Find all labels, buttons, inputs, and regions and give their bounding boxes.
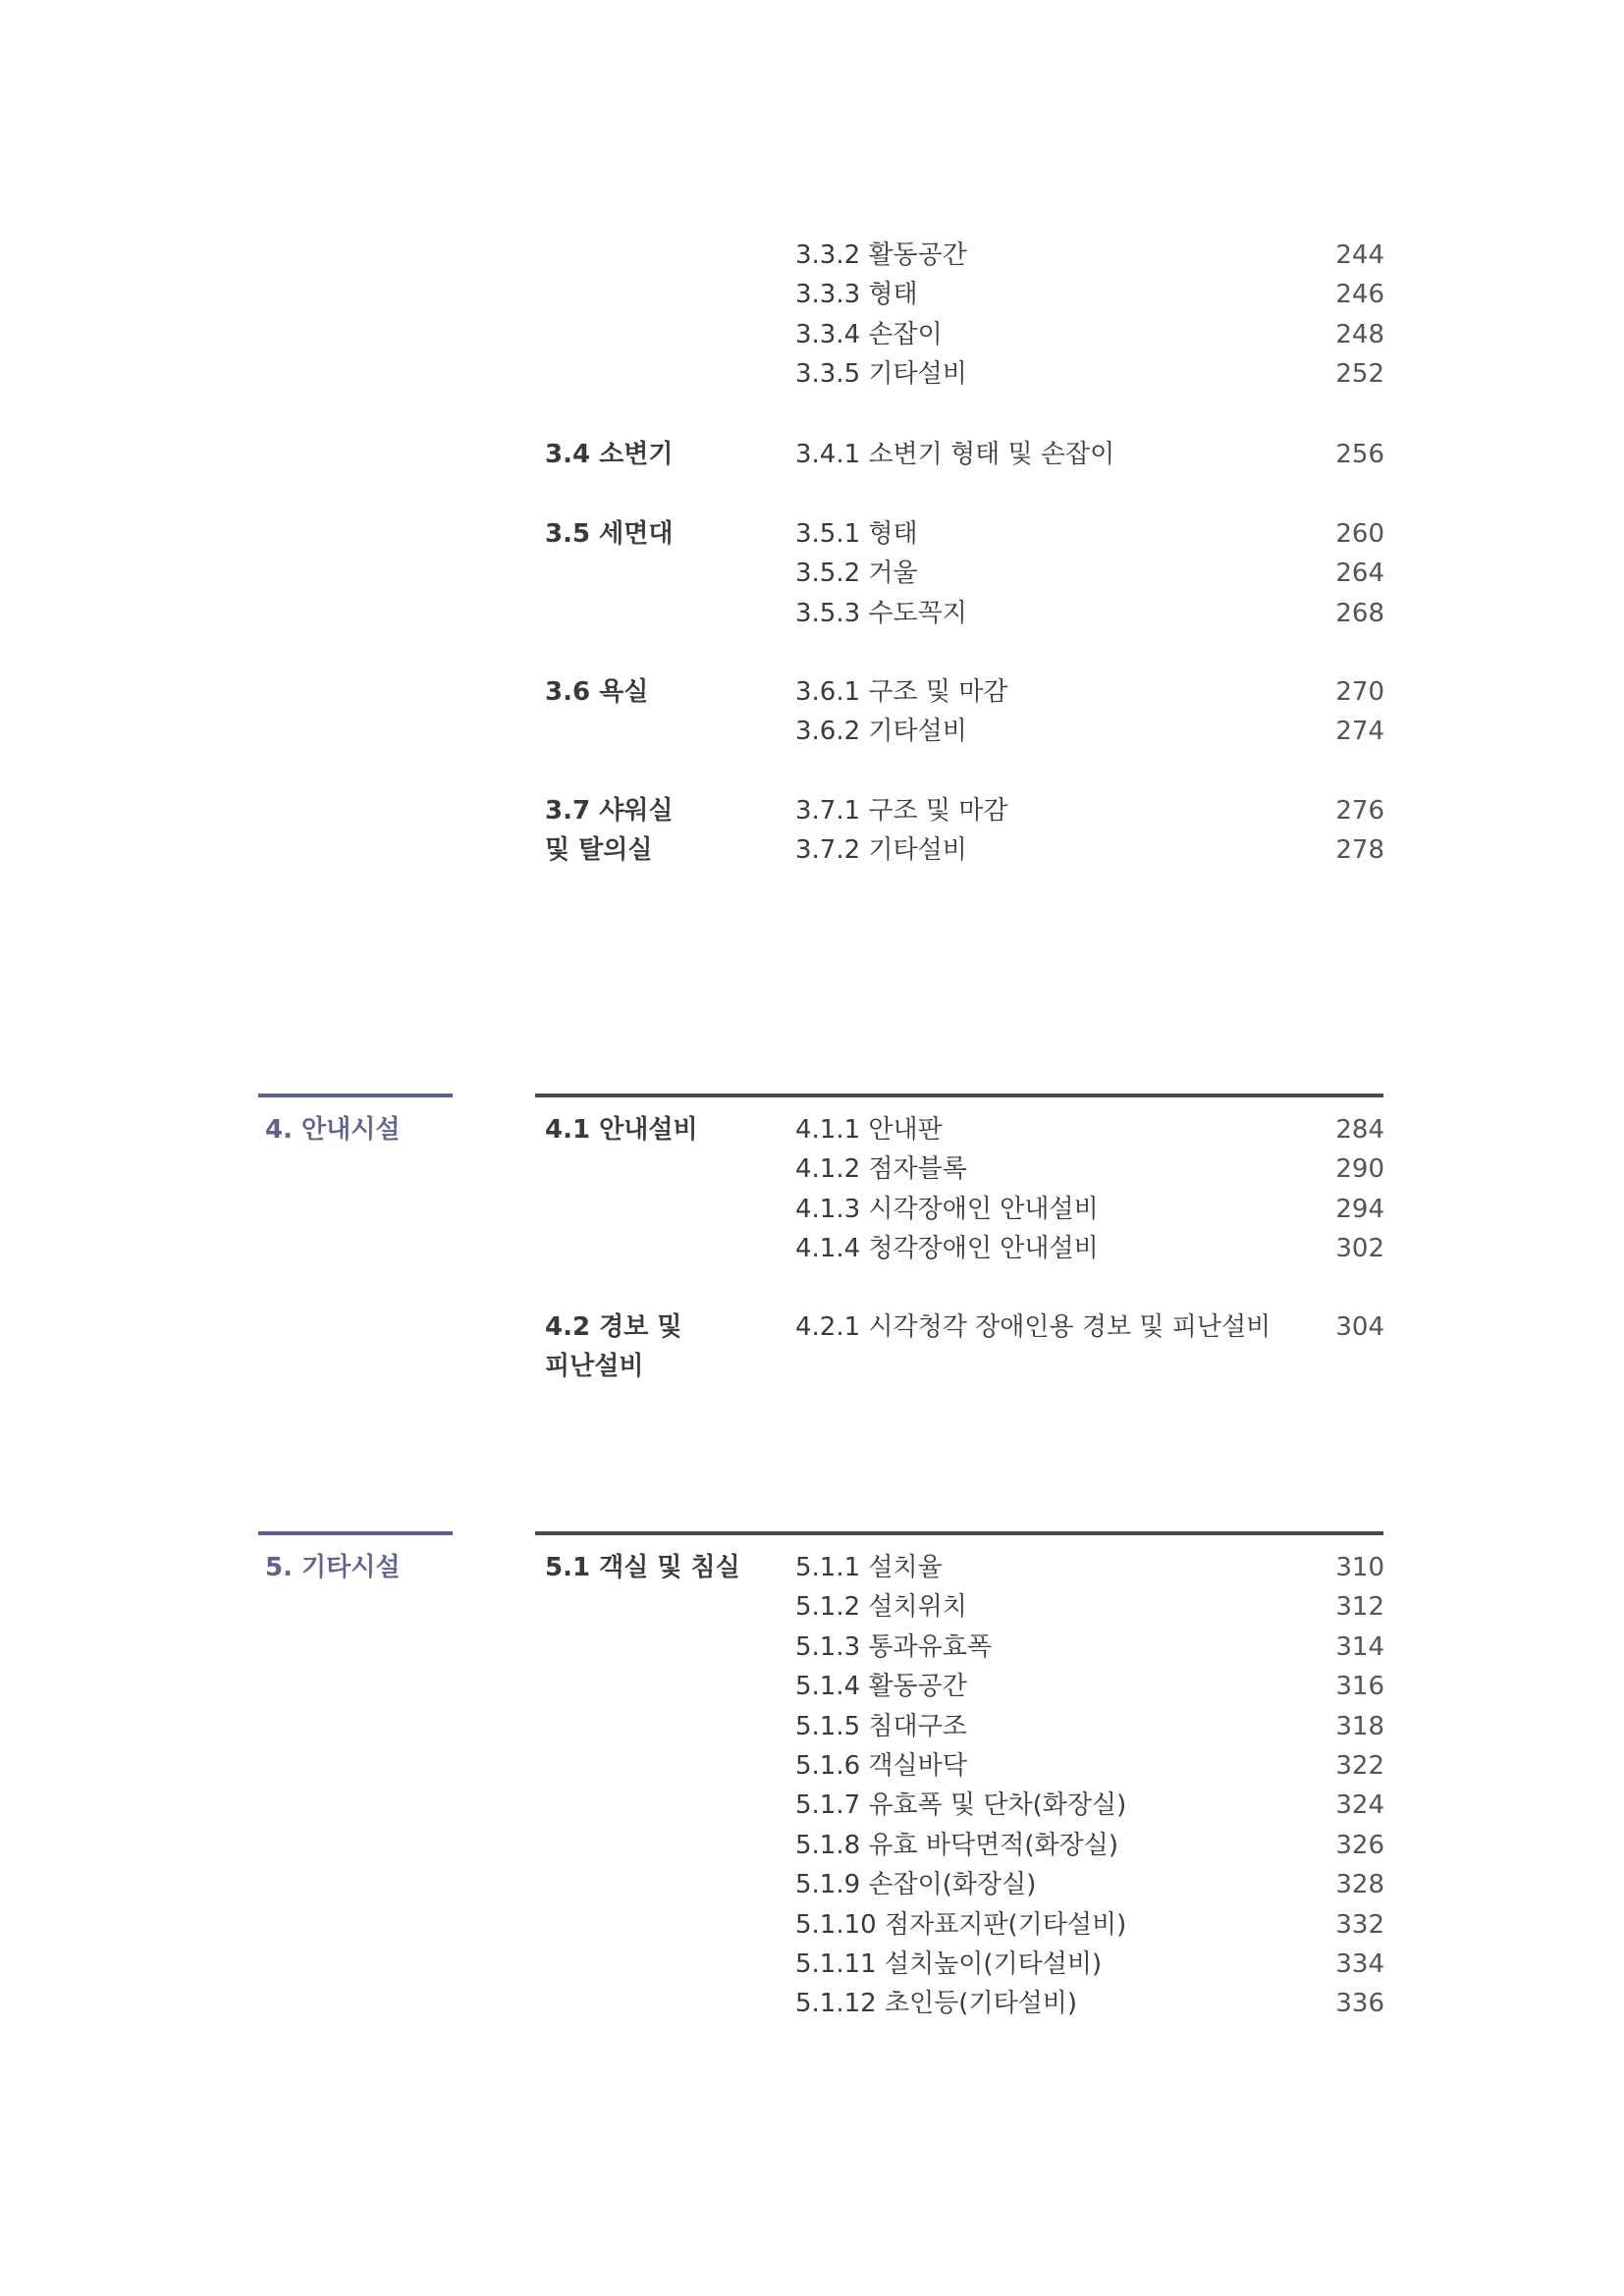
- toc-entry[interactable]: [795, 1826, 1384, 1865]
- section-title-line: 피난설비: [545, 1352, 644, 1381]
- toc-entry-page: 246: [1335, 280, 1384, 310]
- toc-entry-label: 3.3.2 활동공간: [795, 240, 967, 270]
- toc-entry-page: 274: [1335, 717, 1384, 747]
- toc-entry[interactable]: [795, 1149, 1384, 1189]
- section-title-line: 4.2 경보 및: [545, 1312, 682, 1342]
- toc-entry-page: 304: [1335, 1312, 1384, 1342]
- toc-entry[interactable]: [795, 275, 1384, 314]
- toc-entry-page: 334: [1335, 1949, 1384, 1979]
- toc-entry-page: 328: [1335, 1870, 1384, 1900]
- toc-entry-label: 3.3.3 형태: [795, 280, 918, 310]
- toc-entry-page: 276: [1335, 796, 1384, 826]
- toc-entry[interactable]: [795, 1229, 1384, 1268]
- section-title-line: 및 탈의실: [545, 835, 653, 865]
- toc-entry-page: 336: [1335, 1989, 1384, 2019]
- toc-entry[interactable]: [795, 1905, 1384, 1945]
- toc-entry[interactable]: [795, 1865, 1384, 1904]
- chapter-divider: [258, 1094, 453, 1097]
- toc-entry-page: 318: [1335, 1711, 1384, 1741]
- toc-items: [795, 791, 1384, 871]
- section-title[interactable]: [545, 791, 781, 870]
- toc-entry-page: 248: [1335, 319, 1384, 349]
- toc-entry-page: 324: [1335, 1790, 1384, 1821]
- toc-entry-label: 3.6.2 기타설비: [795, 717, 967, 747]
- toc-entry[interactable]: [795, 1707, 1384, 1746]
- toc-entry[interactable]: [795, 712, 1384, 751]
- toc-entry[interactable]: [795, 1308, 1384, 1347]
- toc-entry[interactable]: [795, 1110, 1384, 1149]
- section-title-line: 3.7 샤워실: [545, 796, 674, 826]
- toc-entry-label: 5.1.4 활동공간: [795, 1672, 967, 1702]
- section-divider: [535, 1531, 1383, 1535]
- toc-entry-label: 3.5.1 형태: [795, 519, 918, 549]
- toc-items: [795, 672, 1384, 752]
- toc-entry-label: 3.7.1 구조 및 마감: [795, 796, 1008, 826]
- toc-entry-label: 4.2.1 시각청각 장애인용 경보 및 피난설비: [795, 1312, 1272, 1342]
- chapter-title[interactable]: 5. 기타시설: [265, 1553, 401, 1582]
- toc-entry-label: 4.1.3 시각장애인 안내설비: [795, 1194, 1099, 1224]
- toc-entry[interactable]: [795, 1945, 1384, 1984]
- toc-entry-page: 278: [1335, 835, 1384, 866]
- toc-entry-page: 270: [1335, 677, 1384, 707]
- toc-items: [795, 1548, 1384, 2024]
- toc-entry-label: 4.1.2 점자블록: [795, 1154, 967, 1185]
- section-title[interactable]: 5.1 객실 및 침실: [545, 1553, 740, 1582]
- toc-entry[interactable]: [795, 354, 1384, 394]
- toc-entry[interactable]: [795, 435, 1384, 474]
- toc-entry-page: 332: [1335, 1909, 1384, 1940]
- toc-entry-label: 3.5.3 수도꼭지: [795, 598, 967, 628]
- toc-entry-label: 4.1.1 안내판: [795, 1115, 943, 1145]
- toc-entry[interactable]: [795, 791, 1384, 830]
- toc-entry-page: 310: [1335, 1553, 1384, 1582]
- toc-entry-label: 5.1.6 객실바닥: [795, 1750, 967, 1781]
- toc-entry-page: 260: [1335, 519, 1384, 549]
- section-title[interactable]: 4.1 안내설비: [545, 1115, 698, 1145]
- toc-entry-label: 5.1.7 유효폭 및 단차(화장실): [795, 1790, 1127, 1821]
- toc-entry[interactable]: [795, 1746, 1384, 1786]
- toc-entry-label: 3.3.5 기타설비: [795, 359, 967, 390]
- toc-entry-page: 290: [1335, 1154, 1384, 1185]
- toc-entry-label: 5.1.8 유효 바닥면적(화장실): [795, 1830, 1119, 1860]
- toc-entry[interactable]: [795, 1628, 1384, 1667]
- toc-entry-page: 314: [1335, 1631, 1384, 1662]
- toc-entry[interactable]: [795, 594, 1384, 633]
- toc-entry[interactable]: [795, 1667, 1384, 1706]
- toc-entry[interactable]: [795, 1548, 1384, 1587]
- toc-entry-label: 5.1.11 설치높이(기타설비): [795, 1949, 1103, 1979]
- toc-items: [795, 514, 1384, 633]
- toc-items: [795, 435, 1384, 474]
- section-title[interactable]: 3.5 세면대: [545, 519, 674, 549]
- toc-entry[interactable]: [795, 830, 1384, 870]
- toc-entry-label: 5.1.3 통과유효폭: [795, 1631, 993, 1662]
- toc-entry[interactable]: [795, 1984, 1384, 2023]
- toc-entry-label: 3.5.2 거울: [795, 559, 918, 589]
- toc-entry-page: 268: [1335, 598, 1384, 628]
- toc-entry-page: 252: [1335, 359, 1384, 390]
- toc-entry-label: 5.1.9 손잡이(화장실): [795, 1870, 1037, 1900]
- chapter-title[interactable]: 4. 안내시설: [265, 1115, 401, 1145]
- toc-entry[interactable]: [795, 315, 1384, 354]
- toc-entry-label: 5.1.2 설치위치: [795, 1592, 967, 1623]
- toc-entry-page: 322: [1335, 1750, 1384, 1781]
- toc-entry[interactable]: [795, 1190, 1384, 1229]
- toc-entry[interactable]: [795, 514, 1384, 554]
- toc-entry-label: 5.1.10 점자표지판(기타설비): [795, 1909, 1127, 1940]
- toc-entry-page: 284: [1335, 1115, 1384, 1145]
- section-title[interactable]: 3.6 욕실: [545, 677, 649, 707]
- section-title[interactable]: 3.4 소변기: [545, 440, 674, 469]
- toc-entry-label: 3.6.1 구조 및 마감: [795, 677, 1008, 707]
- toc-entry[interactable]: [795, 1786, 1384, 1825]
- toc-items: [795, 236, 1384, 395]
- toc-entry-page: 316: [1335, 1672, 1384, 1702]
- toc-entry-page: 312: [1335, 1592, 1384, 1623]
- toc-entry-page: 256: [1335, 440, 1384, 469]
- toc-entry-label: 3.7.2 기타설비: [795, 835, 967, 866]
- toc-entry[interactable]: [795, 672, 1384, 712]
- toc-entry-page: 264: [1335, 559, 1384, 589]
- section-title[interactable]: [545, 1308, 781, 1386]
- toc-entry[interactable]: [795, 1587, 1384, 1627]
- toc-entry-label: 5.1.1 설치율: [795, 1553, 943, 1582]
- toc-entry-page: 326: [1335, 1830, 1384, 1860]
- section-divider: [535, 1094, 1383, 1097]
- toc-entry-label: 4.1.4 청각장애인 안내설비: [795, 1234, 1099, 1264]
- toc-entry-label: 3.3.4 손잡이: [795, 319, 943, 349]
- toc-entry-page: 302: [1335, 1234, 1384, 1264]
- toc-entry-label: 3.4.1 소변기 형태 및 손잡이: [795, 440, 1115, 469]
- toc-entry[interactable]: [795, 554, 1384, 593]
- toc-items: [795, 1110, 1384, 1269]
- chapter-divider: [258, 1531, 453, 1535]
- toc-entry-page: 244: [1335, 240, 1384, 270]
- toc-items: [795, 1308, 1384, 1347]
- toc-entry-label: 5.1.5 침대구조: [795, 1711, 967, 1741]
- toc-entry[interactable]: [795, 236, 1384, 275]
- toc-entry-page: 294: [1335, 1194, 1384, 1224]
- toc-entry-label: 5.1.12 초인등(기타설비): [795, 1989, 1078, 2019]
